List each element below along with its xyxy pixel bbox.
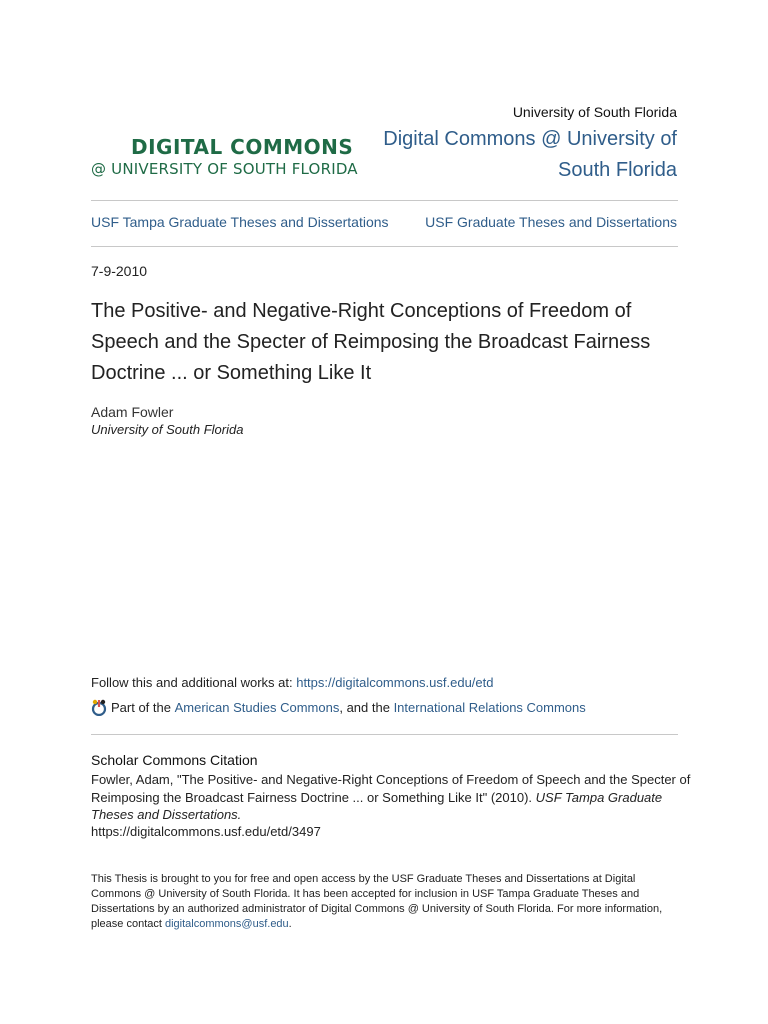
repository-link[interactable]: Digital Commons @ University of South Florida bbox=[383, 128, 677, 181]
document-title: The Positive- and Negative-Right Conceptions of Freedom of Speech and the Specter of Reimposing the Broadcast Fairness Doctrine ... or Something Like It bbox=[91, 300, 651, 384]
contact-email-link[interactable]: digitalcommons@usf.edu bbox=[165, 918, 289, 930]
citation-heading: Scholar Commons Citation bbox=[91, 752, 258, 768]
follow-prefix: Follow this and additional works at: bbox=[91, 675, 297, 690]
logo-main-text: DIGITAL COMMONS bbox=[131, 135, 354, 159]
international-relations-link[interactable]: International Relations Commons bbox=[393, 699, 586, 715]
follow-line bbox=[91, 675, 494, 690]
citation-url: https://digitalcommons.usf.edu/etd/3497 bbox=[91, 824, 321, 839]
part-of-middle: , and the bbox=[339, 699, 394, 715]
divider bbox=[91, 200, 678, 201]
citation-text bbox=[91, 771, 691, 824]
author-name: Adam Fowler bbox=[91, 404, 174, 420]
part-of-line bbox=[91, 698, 586, 716]
collection-link-tampa[interactable]: USF Tampa Graduate Theses and Dissertations bbox=[91, 214, 389, 230]
institution-name: University of South Florida bbox=[512, 104, 677, 120]
follow-url-link[interactable]: https://digitalcommons.usf.edu/etd bbox=[296, 675, 494, 690]
part-of-prefix: Part of the bbox=[111, 699, 171, 715]
divider bbox=[91, 734, 678, 735]
divider bbox=[91, 246, 678, 247]
collection-link-graduate[interactable]: USF Graduate Theses and Dissertations bbox=[425, 214, 677, 230]
citation-body: Fowler, Adam, "The Positive- and Negative-Right Conceptions of Freedom of Speech and the Specter of Reimposing the Broadcast Fairness Doctrine ... or Something Like It" (2010). bbox=[91, 772, 691, 805]
logo-sub-text: @ UNIVERSITY OF SOUTH FLORIDA bbox=[91, 160, 358, 178]
citation-series: USF Tampa Graduate Theses and Dissertations. bbox=[91, 789, 663, 822]
footer-notice bbox=[91, 872, 681, 932]
footer-text: This Thesis is brought to you for free and open access by the USF Graduate Theses and Dissertations at Digital Commons @ University of South Florida. It has been accepted for inclusion in USF Tampa Graduate Theses and Dissertations by an authorized administrator of Digital Commons @ University of South Florida. For more information, please contact bbox=[91, 873, 663, 930]
footer-end: . bbox=[288, 918, 292, 930]
author-institution: University of South Florida bbox=[91, 422, 244, 437]
american-studies-link[interactable]: American Studies Commons bbox=[174, 699, 340, 715]
publication-date: 7-9-2010 bbox=[91, 263, 148, 279]
digital-commons-logo bbox=[91, 135, 381, 179]
creative-commons-icon bbox=[91, 698, 107, 716]
